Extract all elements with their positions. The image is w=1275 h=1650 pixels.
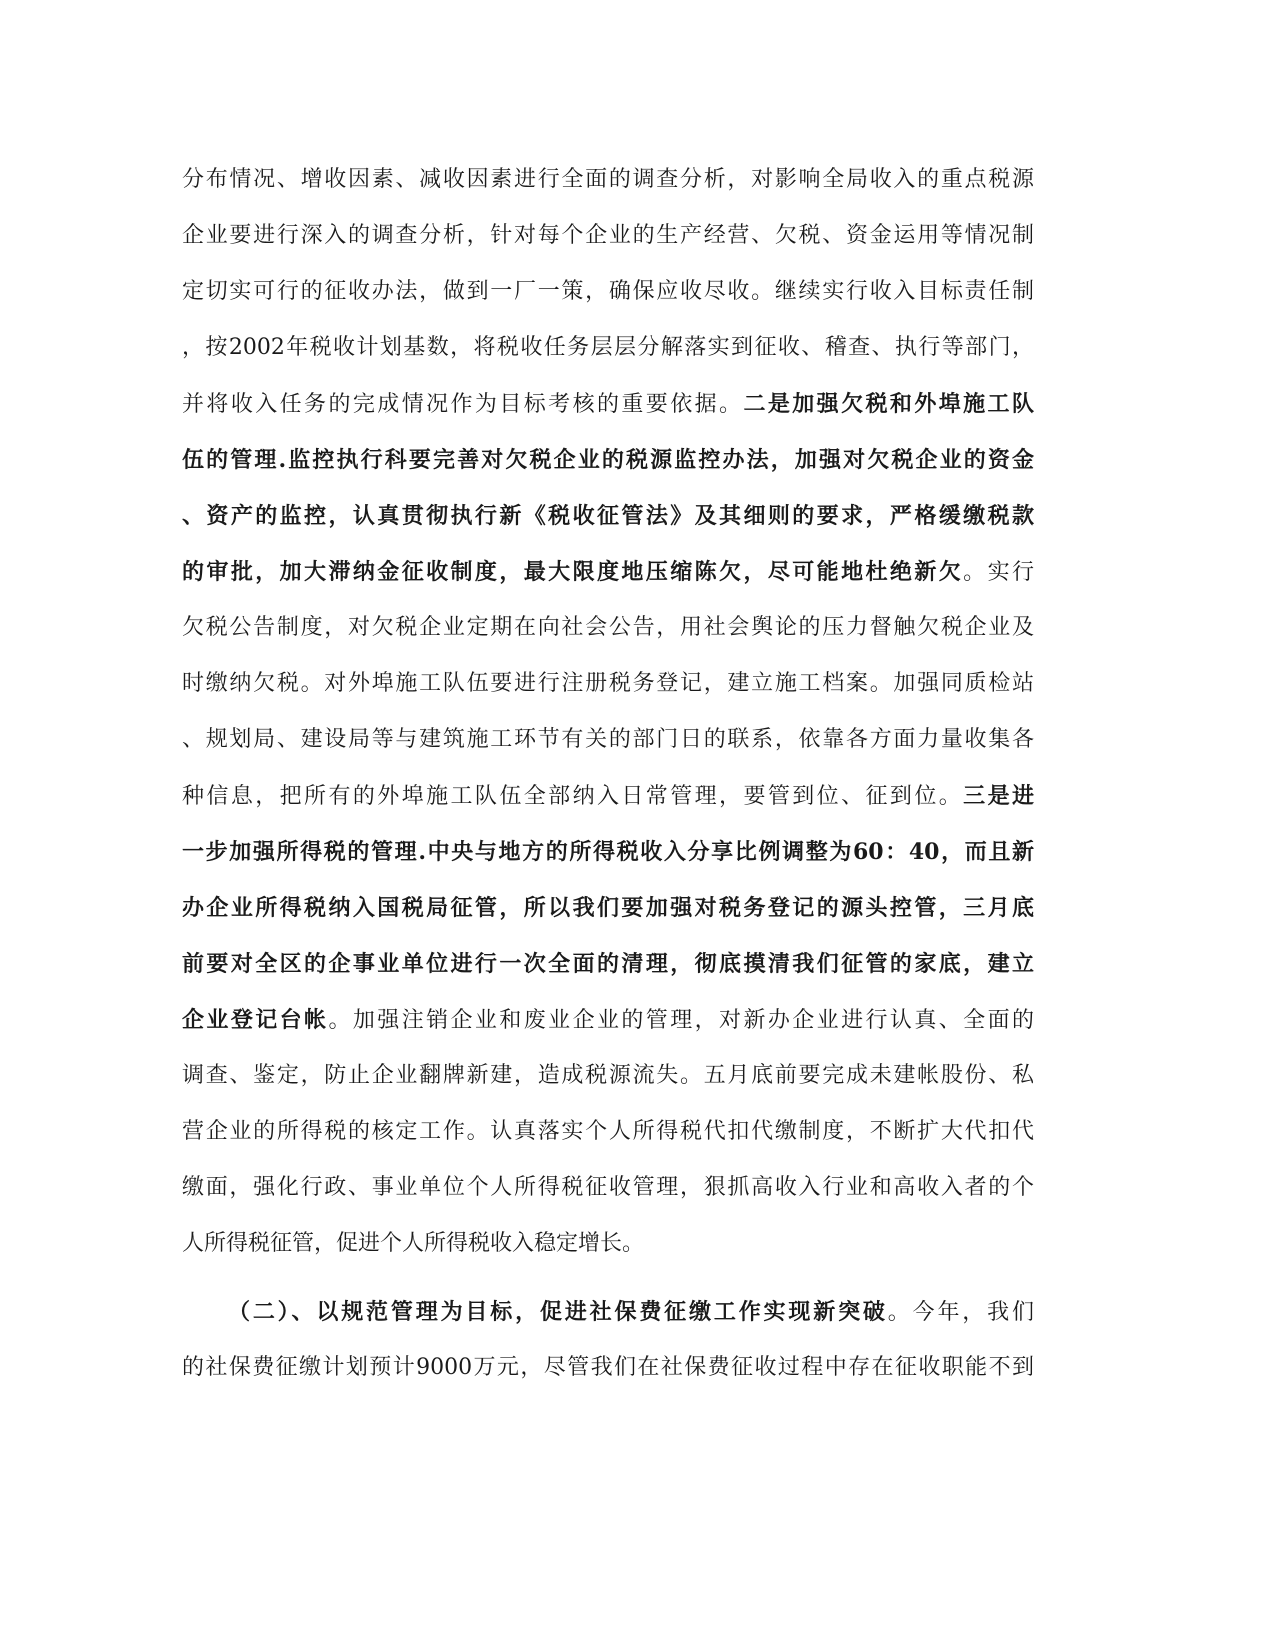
text-line xyxy=(182,1166,1034,1210)
text-line xyxy=(182,718,1034,762)
bold-text-segment: 前要对全区的企事业单位进行一次全面的清理，彻底摸清我们征管的家底，建立 xyxy=(182,951,1034,977)
text-line xyxy=(182,1054,1034,1098)
text-segment: 。今年，我们 xyxy=(887,1300,1034,1325)
text-line xyxy=(182,830,1034,874)
text-segment: 调查、鉴定，防止企业翻牌新建，造成税源流失。五月底前要完成未建帐股份、私 xyxy=(182,1063,1034,1088)
text-line xyxy=(182,886,1034,930)
bold-text-segment: （二）、以规范管理为目标，促进社保费征缴工作实现新突破 xyxy=(228,1299,888,1325)
text-line xyxy=(182,270,1034,314)
bold-text-segment: 企业登记台帐 xyxy=(182,1007,329,1033)
bold-text-segment: 办企业所得税纳入国税局征管，所以我们要加强对税务登记的源头控管，三月底 xyxy=(182,895,1034,921)
text-segment: 营企业的所得税的核定工作。认真落实个人所得税代扣代缴制度，不断扩大代扣代 xyxy=(182,1119,1034,1144)
text-line xyxy=(182,1346,1034,1390)
text-segment: 的社保费征缴计划预计9000万元，尽管我们在社保费征收过程中存在征收职能不到 xyxy=(182,1355,1034,1380)
text-segment: 人所得税征管，促进个人所得税收入稳定增长。 xyxy=(182,1231,645,1256)
text-line xyxy=(182,1110,1034,1154)
text-line xyxy=(182,550,1034,594)
text-line xyxy=(182,774,1034,818)
text-segment: 缴面，强化行政、事业单位个人所得税征收管理，狠抓高收入行业和高收入者的个 xyxy=(182,1175,1034,1200)
text-segment: 种信息，把所有的外埠施工队伍全部纳入日常管理，要管到位、征到位。 xyxy=(182,784,964,809)
text-segment: 。实行 xyxy=(963,560,1034,585)
text-segment: ，按2002年税收计划基数，将税收任务层层分解落实到征收、稽查、执行等部门， xyxy=(182,335,1034,360)
text-line xyxy=(182,438,1034,482)
text-line xyxy=(182,326,1034,370)
text-segment: 时缴纳欠税。对外埠施工队伍要进行注册税务登记，建立施工档案。加强同质检站 xyxy=(182,671,1034,696)
text-segment: 定切实可行的征收办法，做到一厂一策，确保应收尽收。继续实行收入目标责任制 xyxy=(182,279,1034,304)
text-segment: 企业要进行深入的调查分析，针对每个企业的生产经营、欠税、资金运用等情况制 xyxy=(182,223,1034,248)
text-segment: 。加强注销企业和废业企业的管理，对新办企业进行认真、全面的 xyxy=(328,1008,1034,1033)
bold-text-segment: 、资产的监控，认真贯彻执行新《税收征管法》及其细则的要求，严格缓缴税款 xyxy=(182,503,1034,529)
bold-text-segment: 伍的管理.监控执行科要完善对欠税企业的税源监控办法，加强对欠税企业的资金 xyxy=(182,447,1034,473)
text-line xyxy=(182,158,1034,202)
text-line xyxy=(182,662,1034,706)
text-segment: 欠税公告制度，对欠税企业定期在向社会公告，用社会舆论的压力督触欠税企业及 xyxy=(182,615,1034,640)
text-segment: 并将收入任务的完成情况作为目标考核的重要依据。 xyxy=(182,392,744,417)
text-line xyxy=(182,1290,1034,1334)
bold-text-segment: 二是加强欠税和外埠施工队 xyxy=(743,391,1034,417)
text-line xyxy=(182,942,1034,986)
bold-text-segment: 的审批，加大滞纳金征收制度，最大限度地压缩陈欠，尽可能地杜绝新欠 xyxy=(182,559,964,585)
text-segment: 、规划局、建设局等与建筑施工环节有关的部门日的联系，依靠各方面力量收集各 xyxy=(182,727,1034,752)
bold-text-segment: 三是进 xyxy=(963,783,1034,809)
text-line xyxy=(182,1222,1034,1266)
text-line xyxy=(182,606,1034,650)
bold-text-segment: 一步加强所得税的管理.中央与地方的所得税收入分享比例调整为60：40，而且新 xyxy=(182,839,1034,865)
text-line xyxy=(182,494,1034,538)
text-line xyxy=(182,214,1034,258)
text-segment: 分布情况、增收因素、减收因素进行全面的调查分析，对影响全局收入的重点税源 xyxy=(182,167,1034,192)
text-line xyxy=(182,998,1034,1042)
text-line xyxy=(182,382,1034,426)
